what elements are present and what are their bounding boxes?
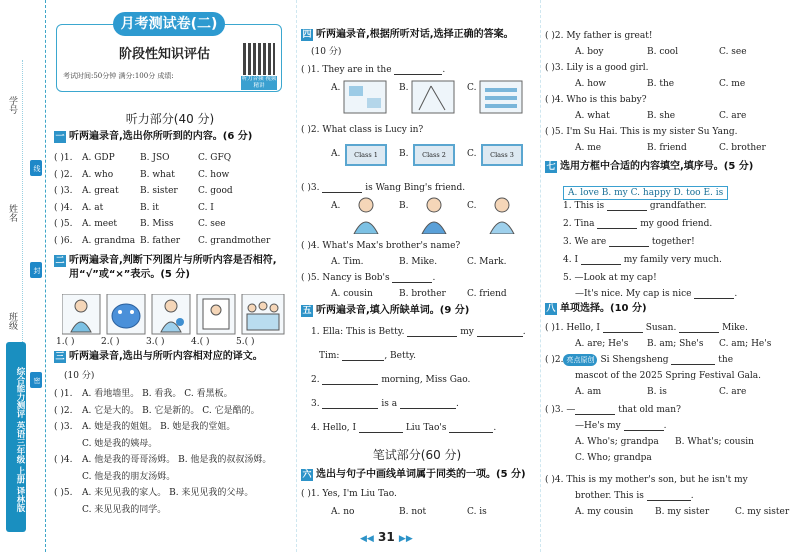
double-right-arrow-icon: ▶▶ xyxy=(398,534,413,544)
fill-line-4: 4. Hello, I Liu Tao's . xyxy=(311,423,497,433)
answer-blank[interactable] xyxy=(359,424,403,433)
section-2-answer-row xyxy=(56,336,288,348)
q8-4: ( )4. This is my mother's son, but he isn't my xyxy=(545,475,748,485)
q6-4-options: A. what B. she C. are xyxy=(575,111,747,121)
column-3 xyxy=(540,0,790,552)
answer-blank[interactable] xyxy=(477,328,523,337)
answer-blank[interactable] xyxy=(671,356,715,365)
section-7-title: 七 选用方框中合适的内容填空,填序号。(5 分) xyxy=(546,161,754,172)
q6-4: ( )4. Who is this baby? xyxy=(545,95,647,105)
q8-3-options-2: C. Who; grandpa xyxy=(575,453,652,463)
q6-5: ( )5. I'm Su Hai. This is my sister Su Yang. xyxy=(545,127,738,137)
seal-mid: 封 xyxy=(30,262,42,278)
answer-blank[interactable] xyxy=(603,324,643,333)
student-id-label: 学号 xyxy=(7,96,17,114)
picture-1 xyxy=(62,294,100,334)
fill7-3: 3. We are together! xyxy=(563,237,695,247)
answer-blank[interactable] xyxy=(342,352,384,361)
seal-bot: 密 xyxy=(30,372,42,388)
q4-3: ( )3. is Wang Bing's friend. xyxy=(301,183,466,193)
word-box: A. love B. my C. happy D. too E. is xyxy=(563,180,728,200)
fill7-5b: —It's nice. My cap is nice . xyxy=(575,289,738,299)
picture-4 xyxy=(197,294,235,334)
list-item: ( )4. A. 他是我的哥哥汤姆。 B. 他是我的叔叔汤姆。 xyxy=(54,455,272,466)
answer-blank[interactable] xyxy=(394,66,442,75)
q8-1-options: A. are; He's B. am; She's C. am; He's xyxy=(575,339,772,349)
q8-3-options: A. Who's; grandpa B. What's; cousin xyxy=(575,437,754,447)
picture-playground xyxy=(411,80,455,114)
section-3-title: 三 听两遍录音,选出与所听内容相对应的译文。 xyxy=(55,351,263,362)
list-item: C. 他是我的朋友汤姆。 xyxy=(82,471,176,482)
answer-blank[interactable] xyxy=(609,238,649,247)
list-item: C. 她是我的姨母。 xyxy=(82,438,158,449)
name-label: 姓名 xyxy=(7,204,17,222)
picture-library xyxy=(479,80,523,114)
class-sign: Class 2 xyxy=(413,144,455,166)
fill-line-2: 2. morning, Miss Gao. xyxy=(311,375,471,385)
answer-blank[interactable] xyxy=(597,220,637,229)
q4-4: ( )4. What's Max's brother's name? xyxy=(301,241,461,251)
answer-blank[interactable] xyxy=(679,324,719,333)
section-6-title: 六 选出与句子中画线单词属于同类的一项。(5 分) xyxy=(302,469,526,480)
picture-girl xyxy=(351,196,381,234)
list-item: ( )3. A. 她是我的姐姐。 B. 她是我的堂姐。 xyxy=(54,422,236,433)
written-part-title: 笔试部分(60 分) xyxy=(372,448,462,462)
section-1-items xyxy=(54,150,286,249)
q4-5: ( )5. Nancy is Bob's . xyxy=(301,273,436,283)
section-5-title: 五 听两遍录音,填入所缺单词。(9 分) xyxy=(302,305,470,316)
picture-boy xyxy=(419,196,449,234)
q4-1: ( )1. They are in the . xyxy=(301,65,446,75)
fill7-2: 2. Tina my good friend. xyxy=(563,219,713,229)
q8-4b: brother. This is . xyxy=(575,491,694,501)
q6-3-options: A. how B. the C. me xyxy=(575,79,746,89)
double-left-arrow-icon: ◀◀ xyxy=(360,534,374,544)
seal-line: 线 xyxy=(30,160,42,176)
answer-blank[interactable] xyxy=(607,202,647,211)
picture-classroom xyxy=(343,80,387,114)
q8-1: ( )1. Hello, I Susan. Mike. xyxy=(545,323,748,333)
answer-slot[interactable]: 5.( ) xyxy=(236,337,255,347)
q4-5-options: A. cousin B. brother C. friend xyxy=(331,289,507,299)
test-subtitle: 阶段性知识评估 xyxy=(119,47,211,62)
q8-2-cont: mascot of the 2025 Spring Festival Gala. xyxy=(575,371,761,381)
section-2-pictures xyxy=(62,294,288,334)
fill7-1: 1. This is grandfather. xyxy=(563,201,707,211)
answer-blank[interactable] xyxy=(575,406,615,415)
q4-3-options: A. B. C. xyxy=(331,196,535,236)
list-item: ( )6. A. grandma B. father C. grandmother xyxy=(54,235,271,246)
q8-3b: —He's my . xyxy=(575,421,667,431)
class-sign: Class 3 xyxy=(481,144,523,166)
q8-4-options: A. my cousin B. my sister C. my sister xyxy=(575,507,790,517)
answer-slot[interactable]: 4.( ) xyxy=(191,337,210,347)
column-2 xyxy=(296,0,536,552)
fill7-4: 4. I my family very much. xyxy=(563,255,722,265)
answer-blank[interactable] xyxy=(322,400,378,409)
section-3-score: (10 分) xyxy=(64,371,95,381)
answer-blank[interactable] xyxy=(449,424,493,433)
q8-2: ( )2. 亮点原创 Si Shengsheng the xyxy=(545,355,734,365)
q6-5-options: A. me B. friend C. brother xyxy=(575,143,766,153)
picture-5 xyxy=(242,294,284,334)
binding-strip xyxy=(0,0,46,552)
answer-blank[interactable] xyxy=(322,184,362,193)
class-label: 班级 xyxy=(7,312,17,330)
answer-blank[interactable] xyxy=(400,400,456,409)
answer-blank[interactable] xyxy=(647,492,691,501)
picture-boy-2 xyxy=(487,196,517,234)
picture-strip xyxy=(62,294,288,336)
q6-1: ( )1. Yes, I'm Liu Tao. xyxy=(301,489,397,499)
answer-slot[interactable]: 2.( ) xyxy=(101,337,120,347)
fill-line-1: 1. Ella: This is Betty. my . xyxy=(311,327,526,337)
list-item: ( )4. A. at B. it C. I xyxy=(54,202,214,213)
page-number: ◀◀ 31 ▶▶ xyxy=(360,530,413,544)
fill7-5: 5. —Look at my cap! xyxy=(563,273,657,283)
section-1-title: 一 听两遍录音,选出你所听到的内容。(6 分) xyxy=(55,131,253,142)
list-item: C. 来见见我的同学。 xyxy=(82,504,167,515)
class-sign: Class 1 xyxy=(345,144,387,166)
answer-blank[interactable] xyxy=(581,256,621,265)
answer-blank[interactable] xyxy=(322,376,378,385)
fill-line-3: 3. is a . xyxy=(311,399,459,409)
section-4-score: (10 分) xyxy=(311,47,342,57)
answer-blank[interactable] xyxy=(624,422,664,431)
list-item: ( )5. A. meet B. Miss C. see xyxy=(54,219,226,230)
q4-1-options: A. B. C. xyxy=(331,80,535,116)
book-title: 综合能力测评 英语三年级 上册 译林版 xyxy=(6,342,26,532)
list-item: ( )2. A. who B. what C. how xyxy=(54,169,230,180)
qr-label: 听力音频 视频精讲 xyxy=(241,76,277,89)
list-item: ( )1. A. 看地墙里。 B. 看我。 C. 看黑板。 xyxy=(54,389,233,400)
answer-blank[interactable] xyxy=(392,274,432,283)
test-header xyxy=(56,16,282,92)
section-3-items xyxy=(54,386,288,518)
answer-slot[interactable]: 1.( ) xyxy=(56,337,75,347)
section-8-title: 八 单项选择。(10 分) xyxy=(546,303,647,314)
list-item: ( )2. A. 它是大的。 B. 它是新的。 C. 它是酷的。 xyxy=(54,405,260,416)
listening-part-title: 听力部分(40 分) xyxy=(125,112,215,126)
list-item: ( )5. A. 来见见我的家人。 B. 来见见我的父母。 xyxy=(54,488,254,499)
q8-2-options: A. am B. is C. are xyxy=(575,387,747,397)
q6-2: ( )2. My father is great! xyxy=(545,31,653,41)
column-1 xyxy=(50,0,290,552)
answer-blank[interactable] xyxy=(694,290,734,299)
q4-2: ( )2. What class is Lucy in? xyxy=(301,125,424,135)
q6-2-options: A. boy B. cool C. see xyxy=(575,47,747,57)
qr-code-icon[interactable] xyxy=(243,43,275,75)
fill-line-1b: Tim: , Betty. xyxy=(319,351,416,361)
list-item: ( )1. A. GDP B. JSO C. GFQ xyxy=(54,153,232,164)
section-2-title: 二 听两遍录音,判断下列图片与所听内容是否相符,用“√”或“×”表示。(5 分) xyxy=(55,255,277,280)
section-4-title: 四 听两遍录音,根据所听对话,选择正确的答案。 xyxy=(302,29,514,40)
picture-3 xyxy=(152,294,190,334)
list-item: ( )3. A. great B. sister C. good xyxy=(54,186,233,197)
answer-slot[interactable]: 3.( ) xyxy=(146,337,165,347)
test-title: 月考测试卷(二) xyxy=(113,12,225,36)
section-number: 一 xyxy=(55,132,65,142)
q6-1-options: A. no B. not C. is xyxy=(331,507,487,517)
q6-3: ( )3. Lily is a good girl. xyxy=(545,63,649,73)
q4-2-options: A. Class 1 B. Class 2 C. Class 3 xyxy=(331,140,535,174)
answer-blank[interactable] xyxy=(407,328,457,337)
test-meta: 考试时间:50分钟 满分:100分 成绩: xyxy=(63,72,174,80)
picture-2 xyxy=(107,294,145,334)
q4-4-options: A. Tim. B. Mike. C. Mark. xyxy=(331,257,507,267)
highlight-badge: 亮点原创 xyxy=(563,354,597,366)
q8-3: ( )3. — that old man? xyxy=(545,405,681,415)
